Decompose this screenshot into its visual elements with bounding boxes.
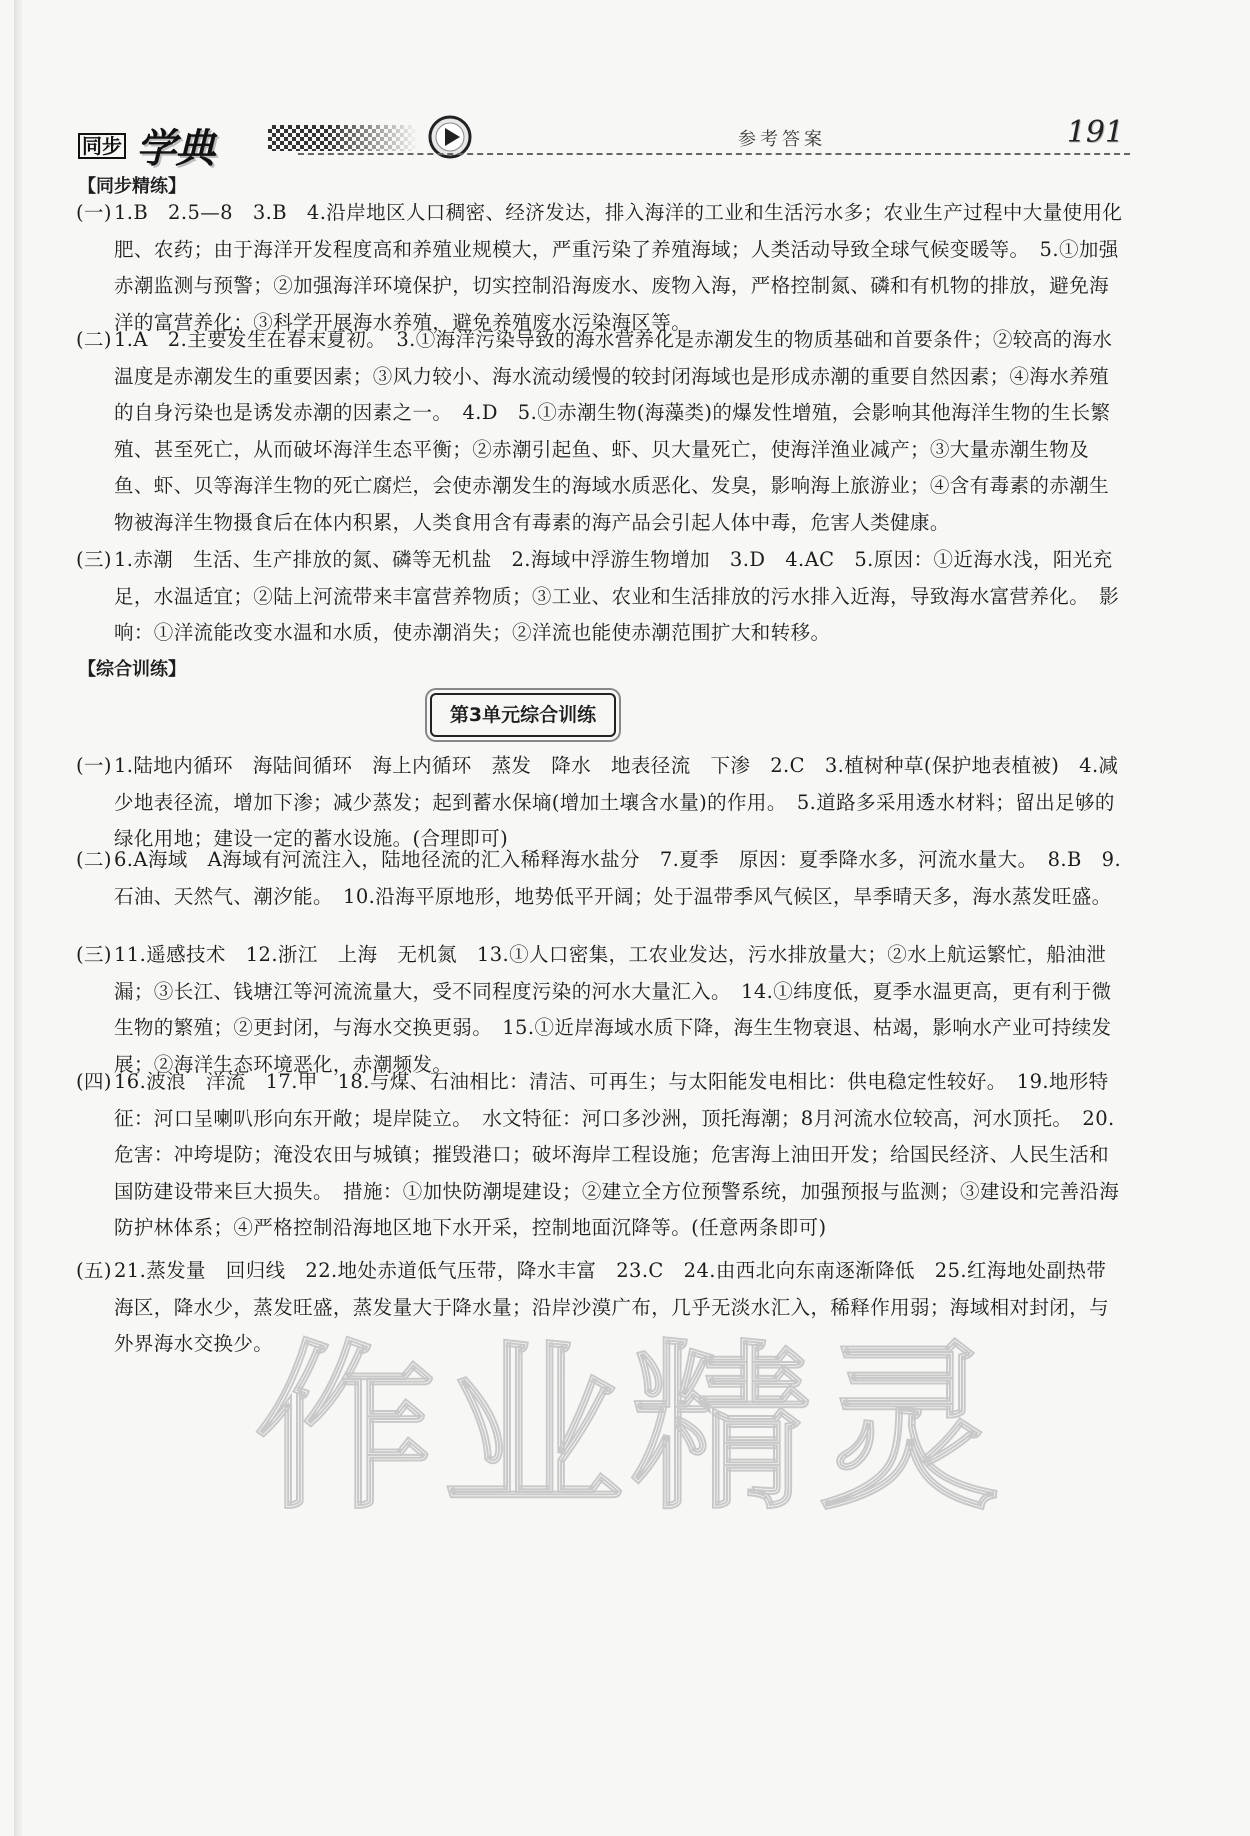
header-title: 参考答案 — [738, 129, 826, 150]
paragraph-tag: (三) — [76, 548, 112, 571]
paragraph-tag: (一) — [76, 754, 112, 777]
brand-logo-small: 同步 — [78, 133, 126, 159]
paragraph-tag: (四) — [76, 1070, 112, 1093]
paragraph-text: 1.赤潮 生活、生产排放的氮、磷等无机盐 2.海域中浮游生物增加 3.D 4.AC 5.原因：①近海水浅，阳光充足，水温适宜；②陆上河流带来丰富营养物质；③工业、农业和生活排放的污水排入近海，导致海水富营养化。 影响：①洋流能改变水温和水质，使赤潮消失；②洋流也能使赤潮范围扩大和转移。 — [114, 548, 1120, 644]
paragraph-text: 16.波浪 洋流 17.甲 18.与煤、石油相比：清洁、可再生；与太阳能发电相比：供电稳定性较好。 19.地形特征：河口呈喇叭形向东开敞；堤岸陡立。 水文特征：河口多沙洲，顶托海潮；8月河流水位较高，河水顶托。 20.危害：冲垮堤防；淹没农田与城镇；摧毁港口；破坏海岸工程设施；危害海上油田开发；给国民经济、人民生活和国防建设带来巨大损失。 措施：①加快防潮堤建设；②建立全方位预警系统，加强预报与监测；③建设和完善沿海防护林体系；④严格控制沿海地区地下水开采，控制地面沉降等。(任意两条即可) — [114, 1070, 1120, 1239]
checker-decoration — [268, 125, 418, 151]
paragraph-tag: (三) — [76, 943, 112, 966]
section-comprehensive-label: 【综合训练】 — [78, 659, 186, 680]
header-rule — [298, 153, 1130, 155]
paragraph-tag: (二) — [76, 328, 112, 351]
paragraph-text: 1.B 2.5—8 3.B 4.沿岸地区人口稠密、经济发达，排入海洋的工业和生活污水多；农业生产过程中大量使用化肥、农药；由于海洋开发程度高和养殖业规模大，严重污染了养殖海域；人类活动导致全球气候变暖等。 5.①加强赤潮监测与预警；②加强海洋环境保护，切实控制沿海废水、废物入海，严格控制氮、磷和有机物的排放，避免海洋的富营养化；③科学开展海水养殖，避免养殖废水污染海区等。 — [114, 201, 1123, 334]
page-number: 191 — [1066, 115, 1124, 150]
page-edge — [14, 0, 22, 1836]
paragraph-tag: (五) — [76, 1259, 112, 1282]
paragraph-text: 21.蒸发量 回归线 22.地处赤道低气压带，降水丰富 23.C 24.由西北向东南逐渐降低 25.红海地处副热带海区，降水少，蒸发旺盛，蒸发量大于降水量；沿岸沙漠广布，几乎无淡水汇入，稀释作用弱；海域相对封闭，与外界海水交换少。 — [114, 1259, 1110, 1355]
watermark: 作业精灵 — [255, 1325, 1008, 1534]
paragraph-text: 6.A海域 A海域有河流注入，陆地径流的汇入稀释海水盐分 7.夏季 原因：夏季降水多，河流水量大。 8.B 9.石油、天然气、潮汐能。 10.沿海平原地形，地势低平开阔；处于温带季风气候区，旱季晴天多，海水蒸发旺盛。 — [114, 848, 1122, 908]
paragraph-tag: (一) — [76, 201, 112, 224]
brand-logo: 学典 — [136, 126, 214, 172]
unit-title: 第3单元综合训练 — [430, 693, 616, 737]
answer-paragraph — [76, 195, 1126, 341]
paragraph-text: 1.A 2.主要发生在春末夏初。 3.①海洋污染导致的海水营养化是赤潮发生的物质基础和首要条件；②较高的海水温度是赤潮发生的重要因素；③风力较小、海水流动缓慢的较封闭海域也是形成赤潮的重要自然因素；④海水养殖的自身污染也是诱发赤潮的因素之一。 4.D 5.①赤潮生物(海藻类)的爆发性增殖，会影响其他海洋生物的生长繁殖、甚至死亡，从而破坏海洋生态平衡；②赤潮引起鱼、虾、贝大量死亡，使海洋渔业减产；③大量赤潮生物及鱼、虾、贝等海洋生物的死亡腐烂，会使赤潮发生的海域水质恶化、发臭，影响海上旅游业；④含有毒素的赤潮生物被海洋生物摄食后在体内积累，人类食用含有毒素的海产品会引起人体中毒，危害人类健康。 — [114, 328, 1113, 534]
paragraph-text: 11.遥感技术 12.浙江 上海 无机氮 13.①人口密集，工农业发达，污水排放量大；②水上航运繁忙，船油泄漏；③长江、钱塘江等河流流量大，受不同程度污染的河水大量汇入。 14.①纬度低，夏季水温更高，更有利于微生物的繁殖；②更封闭，与海水交换更弱。 15.①近岸海域水质下降，海生生物衰退、枯竭，影响水产业可持续发展；②海洋生态环境恶化，赤潮频发。 — [114, 943, 1112, 1076]
answer-paragraph — [76, 542, 1126, 652]
answer-paragraph — [76, 937, 1126, 1083]
section-sync-label: 【同步精练】 — [78, 176, 186, 197]
answer-paragraph — [76, 322, 1126, 541]
answer-paragraph — [76, 842, 1126, 915]
answer-paragraph — [76, 1064, 1126, 1247]
paragraph-tag: (二) — [76, 848, 112, 871]
paragraph-text: 1.陆地内循环 海陆间循环 海上内循环 蒸发 降水 地表径流 下渗 2.C 3.植树种草(保护地表植被) 4.减少地表径流，增加下渗；减少蒸发；起到蓄水保墒(增加土壤含水量)的作用。 5.道路多采用透水材料；留出足够的绿化用地；建设一定的蓄水设施。(合理即可) — [114, 754, 1119, 850]
page-header — [78, 115, 1130, 172]
